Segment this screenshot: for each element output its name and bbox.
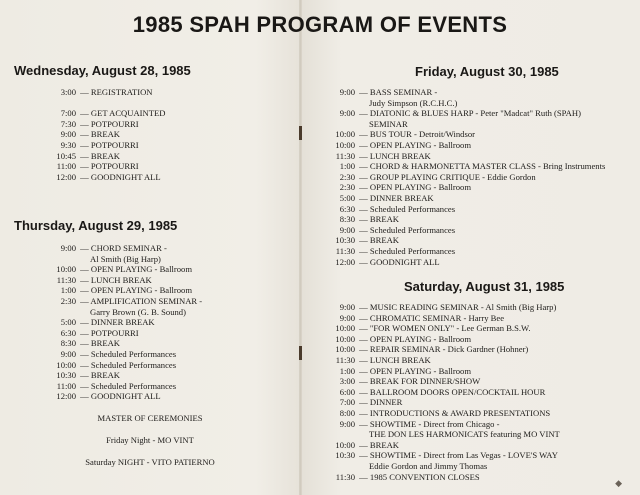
event-row [310,366,560,377]
event-description: — 1985 CONVENTION CLOSES [357,471,480,482]
event-description: — SHOWTIME - Direct from Chicago - [357,418,500,429]
event-description: — BREAK [357,439,400,450]
event-row [14,328,202,339]
event-time: 11:30 [335,245,355,256]
event-description: — BUS TOUR - Detroit/Windsor [357,129,475,140]
event-time: 10:00 [56,359,76,370]
event-time: 10:00 [335,344,355,355]
event-description: Judy Simpson (R.C.H.C.) [369,97,458,108]
event-row [310,334,560,345]
event-row [14,370,202,381]
event-time: 2:30 [339,171,355,182]
event-row [14,129,165,140]
print-mark: ◆ [615,478,622,488]
event-time: 11:30 [335,354,355,365]
event-time: 1:00 [339,365,355,376]
event-description: — GOODNIGHT ALL [78,391,161,402]
staple-mark [299,346,302,360]
page-title: 1985 SPAH PROGRAM OF EVENTS [132,12,508,37]
event-row [14,172,165,183]
event-time: 10:00 [335,139,355,150]
event-time: 6:30 [339,203,355,214]
event-description: — REPAIR SEMINAR - Dick Gardner (Hohner) [357,344,529,355]
event-row [14,360,202,371]
event-time: 5:00 [339,192,355,203]
event-time: 10:45 [56,150,76,161]
event-row [14,151,165,162]
event-row [14,338,202,349]
event-time: 11:00 [56,380,76,391]
event-time: 9:00 [339,224,355,235]
event-description: — BREAK [78,150,121,161]
event-row [310,302,560,313]
event-description: — CHORD SEMINAR - [78,243,167,253]
event-description: THE DON LES HARMONICATS featuring MO VINT [369,429,560,440]
event-description: — INTRODUCTIONS & AWARD PRESENTATIONS [357,407,551,418]
event-row [14,296,202,307]
event-description: — Scheduled Performances [357,203,456,214]
event-description: — OPEN PLAYING - Ballroom [357,182,472,193]
event-row [310,450,560,461]
event-description: — GOODNIGHT ALL [357,256,440,267]
event-row [310,129,605,140]
event-row [310,313,560,324]
event-time: 12:00 [335,256,355,267]
event-row [310,440,560,451]
event-description: — OPEN PLAYING - Ballroom [357,365,472,376]
event-description: — POTPOURRI [78,118,139,129]
event-row [14,264,202,275]
event-description: Eddie Gordon and Jimmy Thomas [369,460,488,471]
event-row [310,161,605,172]
event-description: — OPEN PLAYING - Ballroom [78,264,193,275]
event-time: 6:30 [60,327,76,338]
event-description: — POTPOURRI [78,161,139,172]
event-time: 10:00 [335,323,355,334]
event-row [14,254,202,265]
event-description: — MUSIC READING SEMINAR - Al Smith (Big Harp) [357,302,557,312]
event-time: 10:00 [335,129,355,140]
event-description: Al Smith (Big Harp) [90,253,161,264]
event-row [310,214,605,225]
schedule-thursday [14,243,202,402]
event-time: 1:00 [339,161,355,172]
event-time: 11:30 [335,150,355,161]
event-time: 9:30 [60,139,76,150]
event-description: — AMPLIFICATION SEMINAR - [78,295,203,306]
event-description: — GET ACQUAINTED [78,108,166,119]
event-row [310,182,605,193]
event-time: 5:00 [60,317,76,328]
event-row [14,161,165,172]
day-heading-saturday: Saturday, August 31, 1985 [404,279,565,294]
event-time: 7:30 [60,118,76,129]
event-description: — GROUP PLAYING CRITIQUE - Eddie Gordon [357,171,536,182]
event-time: 11:30 [56,274,76,285]
event-row [14,391,202,402]
event-time: 10:30 [335,235,355,246]
event-description: — SHOWTIME - Direct from Las Vegas - LOVE'S WAY [357,450,558,461]
event-time: 9:00 [60,129,76,140]
event-time: 2:30 [60,295,76,306]
event-time: 3:00 [60,87,76,97]
day-heading-friday: Friday, August 30, 1985 [415,64,559,79]
event-description: — LUNCH BREAK [357,150,431,161]
event-description: — DINNER [357,397,403,408]
event-row [310,408,560,419]
event-description: — Scheduled Performances [357,224,456,235]
event-time: 8:00 [339,407,355,418]
event-time: 9:00 [60,348,76,359]
event-time: 1:00 [60,285,76,296]
event-time: 9:00 [339,87,355,97]
event-description: — CHROMATIC SEMINAR - Harry Bee [357,312,505,323]
event-row [14,349,202,360]
master-of-ceremonies-heading: MASTER OF CEREMONIES [97,413,203,423]
event-time: 9:00 [60,243,76,253]
event-description: — BREAK FOR DINNER/SHOW [357,376,481,387]
event-time: 11:30 [335,471,355,482]
event-time: 7:00 [339,397,355,408]
event-time: 10:00 [56,264,76,275]
event-description: — BALLROOM DOORS OPEN/COCKTAIL HOUR [357,386,546,397]
event-time: 10:00 [335,333,355,344]
event-time: 8:30 [339,214,355,225]
event-row [310,397,560,408]
event-time: 2:30 [339,182,355,193]
event-time: 7:00 [60,108,76,119]
event-row [310,193,605,204]
day-heading-thursday: Thursday, August 29, 1985 [14,218,178,233]
event-description: — BREAK [78,129,121,140]
event-description: Garry Brown (G. B. Sound) [90,306,186,317]
event-row [14,275,202,286]
event-description: — "FOR WOMEN ONLY" - Lee German B.S.W. [357,323,531,334]
event-description: — LUNCH BREAK [357,354,431,365]
event-time: 10:30 [335,450,355,461]
event-row [310,419,560,430]
event-row [310,151,605,162]
saturday-night-mc: Saturday NIGHT - VITO PATIERNO [85,457,215,467]
event-row [310,257,605,268]
event-time: 12:00 [56,171,76,182]
friday-night-mc: Friday Night - MO VINT [106,435,194,445]
event-row [310,355,560,366]
event-row [310,235,605,246]
event-time: 11:00 [56,161,76,172]
event-row [14,285,202,296]
event-description: — BREAK [357,235,400,246]
event-row [14,381,202,392]
event-description: — Scheduled Performances [78,348,177,359]
event-description: — REGISTRATION [78,87,153,97]
event-description: — BREAK [357,214,400,225]
event-row [310,376,560,387]
event-row [310,225,605,236]
event-description: — LUNCH BREAK [78,274,152,285]
event-row [14,119,165,130]
event-row [310,87,605,98]
event-row [310,344,560,355]
event-description: — GOODNIGHT ALL [78,171,161,182]
event-time: 9:00 [339,108,355,119]
event-description: — OPEN PLAYING - Ballroom [78,285,193,296]
event-row [14,98,165,109]
event-row [310,387,560,398]
event-time: 9:00 [339,418,355,429]
event-row [14,87,165,98]
event-description: — Scheduled Performances [357,245,456,256]
event-time: 9:00 [339,302,355,312]
day-heading-wednesday: Wednesday, August 28, 1985 [14,63,191,78]
event-description: — CHORD & HARMONETTA MASTER CLASS - Bring Instruments [357,161,606,172]
event-description: — DINNER BREAK [78,317,155,328]
schedule-saturday [310,302,560,482]
event-row [310,323,560,334]
event-description: SEMINAR [369,118,408,129]
event-row [310,140,605,151]
event-row [310,472,560,483]
event-row [310,172,605,183]
event-time: 8:30 [60,338,76,349]
event-description: — DINNER BREAK [357,192,434,203]
event-time: 10:30 [56,370,76,381]
event-time: 3:00 [339,376,355,387]
event-time: 6:00 [339,386,355,397]
event-row [14,140,165,151]
event-description: — Scheduled Performances [78,380,177,391]
event-row [14,317,202,328]
event-time: 9:00 [339,312,355,323]
event-description: — POTPOURRI [78,139,139,150]
event-row [310,108,605,119]
event-description: — OPEN PLAYING - Ballroom [357,139,472,150]
schedule-wednesday [14,87,165,182]
event-description: — BREAK [78,338,121,349]
event-row [310,98,605,109]
event-time: 12:00 [56,391,76,402]
event-row [310,461,560,472]
event-row [14,108,165,119]
staple-mark [299,126,302,140]
event-description: — BREAK [78,370,121,381]
schedule-friday [310,87,605,267]
event-row [14,307,202,318]
event-row [310,119,605,130]
event-row [310,429,560,440]
event-row [310,204,605,215]
event-description: — POTPOURRI [78,327,139,338]
event-description: — Scheduled Performances [78,359,177,370]
event-description: — DIATONIC & BLUES HARP - Peter "Madcat" Ruth (SPAH) [357,108,581,119]
event-time: 10:00 [335,439,355,450]
event-row [14,243,202,254]
event-description: — OPEN PLAYING - Ballroom [357,333,472,344]
event-row [310,246,605,257]
event-description: — BASS SEMINAR - [357,87,438,97]
